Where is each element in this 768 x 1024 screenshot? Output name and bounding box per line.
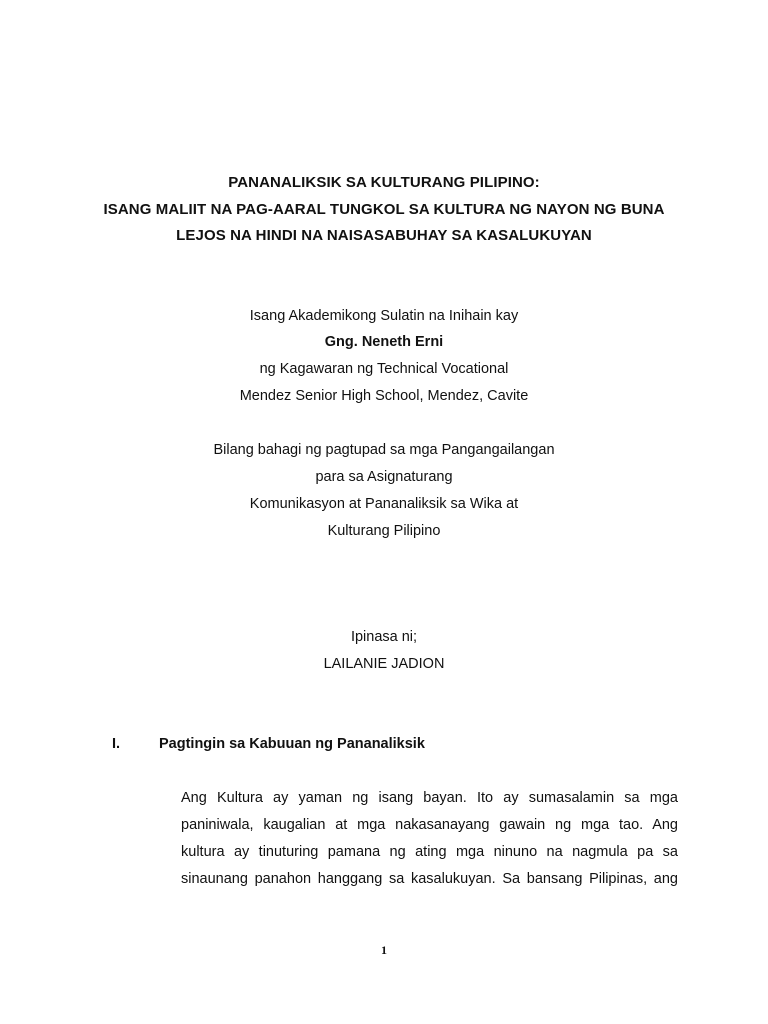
paragraph-line: sinaunang panahon hanggang sa kasalukuyan. Sa bansang Pilipinas, ang [181,871,678,887]
section-heading: Pagtingin sa Kabuuan ng Pananaliksik [159,736,425,752]
requirement-line-2: para sa Asignaturang [315,469,453,485]
title-line-3: LEJOS NA HINDI NA NAISASABUHAY SA KASALUKUYAN [176,227,592,244]
requirement-line-4: Kulturang Pilipino [327,523,441,539]
paragraph-line: kultura ay tinuturing pamana ng ating mga ninuno na nagmula pa sa [181,844,678,860]
department-line: ng Kagawaran ng Technical Vocational [259,361,509,377]
school-line: Mendez Senior High School, Mendez, Cavite [239,388,529,404]
title-line-1: PANANALIKSIK SA KULTURANG PILIPINO: [228,174,540,191]
author-name: LAILANIE JADION [323,656,445,672]
paragraph-line: Ang Kultura ay yaman ng isang bayan. Ito ay sumasalamin sa mga [181,790,678,806]
submission-line: Isang Akademikong Sulatin na Inihain kay [249,308,519,324]
author-label: Ipinasa ni; [350,629,418,645]
title-line-2: ISANG MALIIT NA PAG-AARAL TUNGKOL SA KULTURA NG NAYON NG BUNA [103,201,665,218]
paragraph-line: paniniwala, kaugalian at mga nakasanayang gawain ng mga tao. Ang [181,817,678,833]
page-number: 1 [381,943,387,957]
section-number: I. [112,736,121,752]
requirement-line-1: Bilang bahagi ng pagtupad sa mga Pangangailangan [213,442,555,458]
teacher-name: Gng. Neneth Erni [324,334,444,350]
requirement-line-3: Komunikasyon at Pananaliksik sa Wika at [249,496,519,512]
